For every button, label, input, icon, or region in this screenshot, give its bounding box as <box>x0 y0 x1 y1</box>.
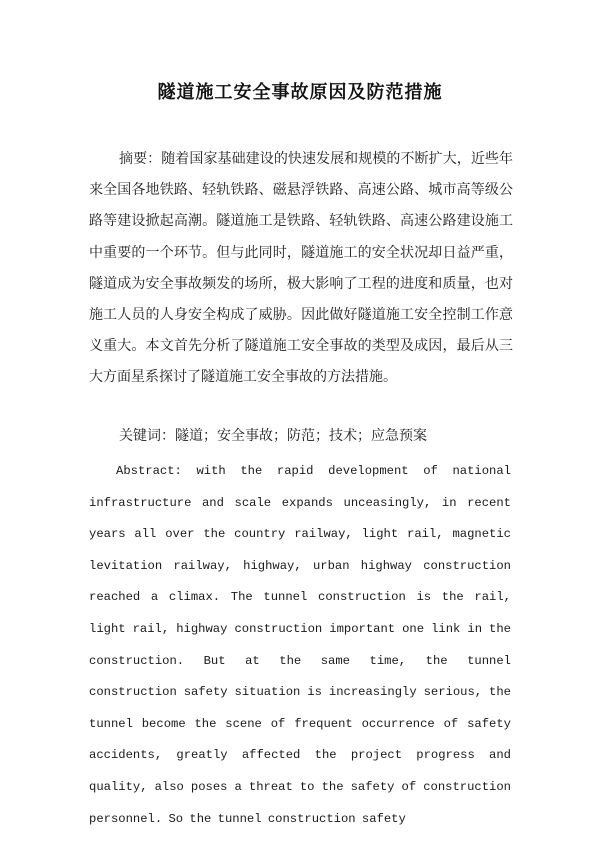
chinese-keywords: 关键词：隧道；安全事故；防范；技术；应急预案 <box>119 428 427 444</box>
document-title: 隧道施工安全事故原因及防范措施 <box>157 82 443 103</box>
english-abstract: Abstract: with the rapid development of national infrastructure and scale expands unceasingly, in recent years all over the country railway, light rail, magnetic levitation railway, highway, urban highway construction reached a climax. The tunnel construction is the rail, light rail, highway construction important one link in the construction. But at the same time, the tunnel construction safety situation is increasingly serious, the tunnel become the scene of frequent occurrence of safety accidents, greatly affected the project progress and quality, also poses a threat to the safety of construction personnel. So the tunnel construction safety <box>89 464 511 826</box>
chinese-abstract: 摘要：随着国家基础建设的快速发展和规模的不断扩大，近些年来全国各地铁路、轻轨铁路、磁悬浮铁路、高速公路、城市高等级公路等建设掀起高潮。隧道施工是铁路、轻轨铁路、高速公路建设施工中重要的一个环节。但与此同时，隧道施工的安全状况却日益严重，隧道成为安全事故频发的场所，极大影响了工程的进度和质量，也对施工人员的人身安全构成了威胁。因此做好隧道施工安全控制工作意义重大。本文首先分析了隧道施工安全事故的类型及成因，最后从三大方面星系探讨了隧道施工安全事故的方法措施。 <box>89 151 513 386</box>
